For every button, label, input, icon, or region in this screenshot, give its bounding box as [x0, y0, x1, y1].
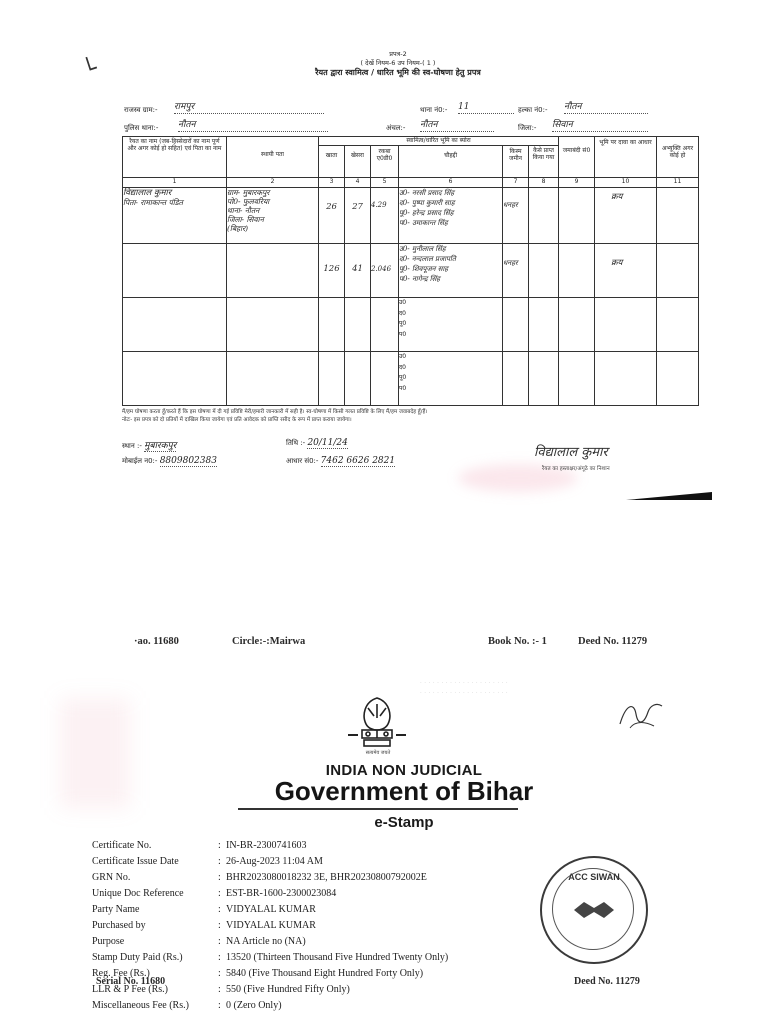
empty-cell	[123, 352, 227, 406]
direction-label: द0	[399, 309, 407, 317]
khata-value: 26	[319, 188, 345, 244]
form-header	[78, 50, 718, 77]
cert-value: 13520 (Thirteen Thousand Five Hundred Twenty Only)	[226, 952, 449, 963]
cert-colon: :	[218, 952, 221, 963]
cert-colon: :	[218, 856, 221, 867]
cert-colon: :	[218, 904, 221, 915]
circle-name: Circle:-:Mairwa	[232, 636, 306, 647]
rakba-value: 2.046	[371, 244, 399, 298]
cert-colon: :	[218, 936, 221, 947]
estamp-page	[0, 628, 768, 1024]
address-cell	[227, 244, 319, 298]
empty-cell	[371, 298, 399, 352]
header-khesra: खेसरा	[345, 146, 371, 178]
empty-cell	[529, 352, 559, 406]
boundary-line: प0- नागेन्द्र सिंह	[399, 275, 441, 283]
empty-cell	[657, 298, 699, 352]
cert-value: BHR2023080018232 3E, BHR20230800792002E	[226, 872, 427, 883]
cert-colon: :	[218, 968, 221, 979]
emblem-caption: सत्यमेव जयते	[365, 750, 391, 756]
halka-no-label: हल्का नं0:-	[518, 106, 548, 114]
table-row	[123, 298, 699, 352]
cert-value: VIDYALAL KUMAR	[226, 904, 316, 915]
district-value: सिवान	[552, 120, 648, 132]
government-heading: Government of Bihar	[274, 776, 534, 806]
serial-number-top: ·аo. 11680	[134, 636, 179, 647]
col-number: 6	[399, 178, 503, 188]
direction-label: प0	[399, 330, 407, 338]
serial-overlay: Serial No. 11680	[96, 976, 166, 987]
signature-caption: रैयत का हस्ताक्षर/अंगूठे का निशान	[542, 466, 610, 472]
note-text: नोटः- इस प्रपत्र को दो प्रतियों में दाखिल किया जायेगा एवं प्रति आवेदक को प्राप्ति रसीद के रूप में प्राप्त कराया जायेगा।	[122, 417, 352, 423]
rule-reference: ( देखें नियम-6 उप नियम-( 1 )	[360, 59, 436, 67]
header-owner-name: रैयत का नाम (जब-हिस्सेदारों का नाम पूर्ण और अगर कोई हो सहित) एवं पिता का नाम	[123, 137, 227, 178]
acquisition-cell	[529, 188, 559, 244]
cert-colon: :	[218, 920, 221, 931]
empty-cell	[319, 352, 345, 406]
boundary-line: उ0- नरसी प्रसाद सिंह	[399, 189, 455, 197]
cert-colon: :	[218, 872, 221, 883]
boundary-line: उ0- मुनीलाल सिंह	[399, 245, 446, 253]
direction-label: प0	[399, 384, 407, 392]
address-line: जिला- सिवान	[227, 215, 264, 224]
claim-basis-value: क्रय	[595, 244, 657, 298]
cert-colon: :	[218, 888, 221, 899]
cert-value: 0 (Zero Only)	[226, 1000, 282, 1011]
cert-value: 5840 (Five Thousand Eight Hundred Forty Only)	[226, 968, 424, 979]
address-line: पो0- फुलवरिया	[227, 197, 270, 206]
direction-label: पू0	[399, 320, 407, 327]
col-number: 10	[595, 178, 657, 188]
boundaries-cell	[399, 298, 503, 352]
col-number: 11	[657, 178, 699, 188]
address-cell	[227, 188, 319, 244]
khata-value: 126	[319, 244, 345, 298]
remarks-cell	[657, 244, 699, 298]
place-label: स्थान :-	[122, 442, 142, 450]
header-khata: खाता	[319, 146, 345, 178]
revenue-village-value: रामपुर	[174, 102, 324, 114]
address-line: (बिहार)	[227, 224, 249, 233]
estamp-heading: e-Stamp	[374, 814, 434, 831]
cert-value: EST-BR-1600-2300023084	[226, 888, 337, 899]
thana-no-value: 11	[458, 102, 514, 114]
aadhaar-value: 7462 6626 2821	[320, 456, 396, 466]
date-field	[286, 438, 348, 448]
empty-cell	[503, 298, 529, 352]
empty-cell	[227, 352, 319, 406]
scan-edge-shadow	[626, 492, 712, 500]
cert-key: Stamp Duty Paid (Rs.)	[92, 952, 183, 963]
boundary-line: पू0- शिवपूजन साह	[399, 265, 449, 273]
anchal-value: नौतन	[420, 120, 494, 132]
cert-key: LLR & P Fee (Rs.)	[92, 984, 169, 995]
header-land-details: स्वामित्व/धारित भूमि का ब्योरा	[319, 137, 559, 146]
empty-cell	[595, 352, 657, 406]
anchal-label: अंचल:-	[386, 124, 406, 132]
jamabandi-cell	[559, 244, 595, 298]
india-non-judicial-heading: INDIA NON JUDICIAL	[325, 762, 483, 779]
col-number: 7	[503, 178, 529, 188]
place-value: मुबारकपुर	[144, 441, 177, 451]
book-number: Book No. :- 1	[488, 636, 547, 647]
police-station-label: पुलिस थाना:-	[124, 124, 159, 132]
col-number: 3	[319, 178, 345, 188]
owner-cell	[123, 244, 227, 298]
thana-no-label: थाना नं0:-	[420, 106, 448, 114]
land-type-value: धनहर	[503, 188, 529, 244]
acquisition-cell	[529, 244, 559, 298]
rakba-value: 4.29	[371, 188, 399, 244]
cert-colon: :	[218, 984, 221, 995]
column-number-row	[123, 178, 699, 188]
halka-no-value: नौतन	[564, 102, 648, 114]
empty-cell	[123, 298, 227, 352]
col-number: 5	[371, 178, 399, 188]
land-type-value: धनहर	[503, 244, 529, 298]
land-details-table	[122, 136, 699, 406]
boundaries-cell	[399, 244, 503, 298]
owner-name: विद्यालाल कुमार	[123, 188, 172, 198]
empty-cell	[529, 298, 559, 352]
ashoka-emblem-icon	[344, 694, 410, 756]
cert-key: GRN No.	[92, 872, 131, 883]
aadhaar-label: आधार सं0:-	[286, 457, 319, 465]
cert-key: Miscellaneous Fee (Rs.)	[92, 1000, 189, 1011]
date-label: तिथि :-	[286, 439, 306, 447]
aadhaar-field	[286, 456, 395, 466]
col-number: 1	[123, 178, 227, 188]
col-number: 9	[559, 178, 595, 188]
header-acquisition: कैसे प्राप्त किया गया	[529, 146, 559, 178]
cert-key: Certificate Issue Date	[92, 856, 179, 867]
direction-label: द0	[399, 363, 407, 371]
declaration-block	[122, 408, 718, 424]
boundaries-cell	[399, 188, 503, 244]
claim-basis-value: क्रय	[595, 188, 657, 244]
revenue-village-label: राजस्व ग्राम:-	[124, 106, 158, 114]
handshake-icon	[572, 894, 616, 924]
cert-value: VIDYALAL KUMAR	[226, 920, 316, 931]
signature-scribble-icon	[616, 694, 666, 734]
direction-label: पू0	[399, 374, 407, 381]
land-declaration-form	[78, 44, 710, 500]
corner-pen-mark: └	[80, 56, 101, 85]
cert-value: 550 (Five Hundred Fifty Only)	[226, 984, 350, 995]
remarks-cell	[657, 188, 699, 244]
header-boundaries: चौहद्दी	[399, 146, 503, 178]
address-line: थाना- नौतन	[227, 206, 260, 215]
direction-label: उ0	[399, 299, 407, 306]
header-claim-basis: भूमि पर दावा का आधार	[595, 137, 657, 178]
empty-cell	[559, 298, 595, 352]
cert-key: Party Name	[92, 904, 140, 915]
header-rakba: रकबा ए0डी0	[371, 146, 399, 178]
col-number: 8	[529, 178, 559, 188]
boundary-line: पू0- हरेन्द्र प्रसाद सिंह	[399, 209, 454, 217]
cert-key: Purpose	[92, 936, 125, 947]
acc-siwan-seal	[540, 856, 648, 964]
seal-text: ACC SIWAN	[568, 872, 620, 882]
form-title: रैयत द्वारा स्वामित्व / धारित भूमि की स्व-घोषणा हेतु प्रपत्र	[315, 68, 481, 77]
deed-number-top: Deed No. 11279	[578, 636, 648, 647]
mobile-value: 8809802383	[159, 456, 217, 466]
empty-cell	[345, 352, 371, 406]
empty-cell	[595, 298, 657, 352]
faint-background-text: · · · · · · · · · · · · · · · · · · · · ·	[420, 690, 509, 696]
cert-value: NA Article no (NA)	[226, 936, 306, 947]
cert-colon: :	[218, 1000, 221, 1011]
jamabandi-cell	[559, 188, 595, 244]
owner-cell	[123, 188, 227, 244]
empty-cell	[503, 352, 529, 406]
cert-key: Unique Doc Reference	[92, 888, 184, 899]
col-number: 4	[345, 178, 371, 188]
empty-cell	[319, 298, 345, 352]
district-label: जिला:-	[518, 124, 537, 132]
cert-key: Reg. Fee (Rs.)	[92, 968, 150, 979]
header-jamabandi: जमाबंदी सं0	[559, 137, 595, 178]
date-value: 20/11/24	[307, 438, 348, 448]
khesra-value: 27	[345, 188, 371, 244]
cert-value: 26-Aug-2023 11:04 AM	[226, 856, 323, 867]
declaration-text: मैं/हम घोषणा करता हूँ/करते हैं कि इस घोषणा में दी गई प्रविष्टि मेरी/हमारी जानकारी में सही है। स्व-घोषणा में किसी गलत प्रविष्टि के लिए मैं/हम जवाबदेह हूँ/हैं।	[122, 409, 428, 415]
table-row	[123, 244, 699, 298]
cert-key: Certificate No.	[92, 840, 152, 851]
heading-underline	[238, 808, 518, 810]
empty-cell	[559, 352, 595, 406]
cert-value: IN-BR-2300741603	[226, 840, 307, 851]
form-number: प्रपत्र-2	[389, 50, 407, 58]
boundaries-cell	[399, 352, 503, 406]
boundary-line: द0- पुष्पा कुमारी साह	[399, 199, 455, 207]
table-row	[123, 352, 699, 406]
owner-father: पिता- रामाकान्त पंडित	[123, 198, 183, 207]
header-remarks: अभ्युक्ति अगर कोई हो	[657, 137, 699, 178]
header-address: स्थायी पता	[227, 137, 319, 178]
col-number: 2	[227, 178, 319, 188]
direction-label: उ0	[399, 353, 407, 360]
cert-colon: :	[218, 840, 221, 851]
applicant-signature: विद्यालाल कुमार	[534, 445, 608, 460]
empty-cell	[227, 298, 319, 352]
khesra-value: 41	[345, 244, 371, 298]
cert-key: Purchased by	[92, 920, 146, 931]
empty-cell	[345, 298, 371, 352]
boundary-line: प0- उमाकान्त सिंह	[399, 219, 448, 227]
boundary-line: द0- नन्दलाल प्रजापति	[399, 255, 456, 263]
empty-cell	[657, 352, 699, 406]
address-line: ग्राम- मुबारकपुर	[227, 188, 270, 197]
police-station-value: नौतन	[178, 120, 328, 132]
faint-background-text: · · · · · · · · · · · · · · · · · · · · ·	[420, 680, 509, 686]
deed-overlay: Deed No. 11279	[574, 976, 640, 987]
table-row	[123, 188, 699, 244]
mobile-field	[122, 456, 217, 466]
header-land-type: किस्म जमीन	[503, 146, 529, 178]
mobile-label: मोबाईल न0:-	[122, 457, 158, 465]
place-field	[122, 438, 176, 451]
empty-cell	[371, 352, 399, 406]
